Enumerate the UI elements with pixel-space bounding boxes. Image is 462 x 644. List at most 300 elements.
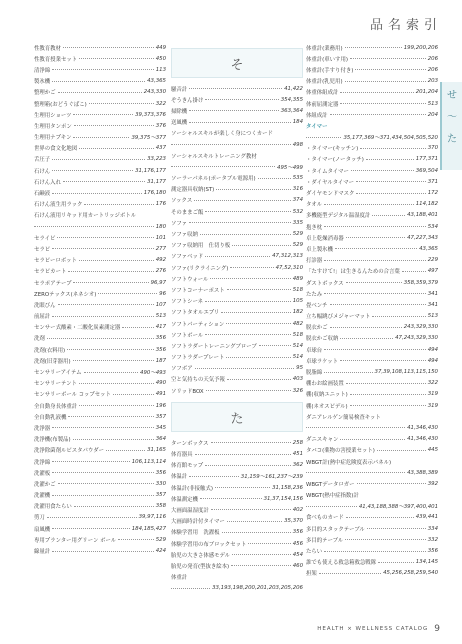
index-entry	[171, 549, 303, 560]
entry-page: 450	[155, 55, 166, 62]
entry-name: 騒音計	[171, 86, 188, 93]
leader-dots	[52, 193, 142, 194]
leader-dots	[98, 293, 157, 294]
entry-page: 172	[427, 190, 438, 197]
leader-dots	[118, 539, 154, 540]
entry-page: 43,188,401	[407, 212, 438, 219]
entry-name: 洗浄除菌剤ルビスタパウダー	[34, 448, 104, 455]
index-entry	[171, 307, 303, 318]
entry-name: WBGTデータロガー	[306, 481, 355, 488]
index-entry	[306, 64, 438, 75]
entry-name: ダストボックス	[306, 280, 344, 287]
entry-page: 369,504	[415, 167, 438, 174]
entry-name: 体重体組成計	[306, 90, 339, 97]
leader-dots	[189, 88, 282, 89]
leader-dots	[346, 517, 414, 518]
entry-page: 95	[296, 365, 303, 372]
entry-name: 世界の食文化地図	[34, 146, 78, 153]
entry-name: 洗浄綿	[34, 459, 51, 466]
entry-page: 180	[155, 223, 166, 230]
entry-page: 31,165	[147, 447, 166, 454]
entry-page: 35,177,369〜371,434,504,505,520	[343, 135, 438, 142]
entry-page: 495〜499	[277, 164, 303, 171]
entry-page: 357	[155, 492, 166, 499]
entry-name: ソフトボール	[171, 332, 204, 339]
entry-page: 518	[292, 286, 303, 293]
index-entry	[34, 366, 166, 377]
index-entry	[171, 94, 303, 105]
index-entry	[306, 344, 438, 355]
leader-dots	[231, 565, 291, 566]
index-entry	[34, 255, 166, 266]
entry-name: 打診器	[306, 258, 323, 265]
leader-dots	[356, 193, 425, 194]
leader-dots	[346, 383, 426, 384]
entry-page: 184	[292, 119, 303, 126]
entry-name: 体重計(乳児用)	[306, 79, 343, 86]
entry-page: 106,113,114	[131, 458, 166, 465]
entry-name: 体育館モップ	[171, 463, 204, 470]
entry-page: 374	[292, 197, 303, 204]
leader-dots	[222, 532, 291, 533]
entry-page: 529	[292, 242, 303, 249]
entry-page: 417	[155, 324, 166, 331]
index-entry	[34, 64, 166, 75]
entry-page: 392	[427, 480, 438, 487]
leader-dots	[230, 267, 273, 268]
leader-dots	[52, 81, 145, 82]
leader-dots	[340, 338, 393, 339]
entry-name: 脱脂綿	[306, 370, 323, 377]
leader-dots	[345, 47, 402, 48]
entry-name: セラピ	[34, 246, 51, 253]
entry-page: 354,355	[280, 96, 303, 103]
entry-name: 送風機	[171, 120, 188, 127]
index-entry	[171, 296, 303, 307]
entry-name: 「たすけて!」は生きるんための合言葉	[306, 269, 400, 276]
index-entry	[306, 478, 438, 489]
entry-page: 535	[292, 175, 303, 182]
index-entry	[171, 374, 303, 385]
entry-page: 37,39,108,113,115,150	[374, 369, 438, 376]
entry-name: 洗濯用食たらい	[34, 504, 72, 511]
side-tab-char: 〜	[447, 112, 457, 123]
entry-name: 体組成計	[306, 112, 328, 119]
entry-name: 棚(収納ユニット)	[306, 392, 348, 399]
entry-name: ソフトパーティション	[171, 321, 225, 328]
leader-dots	[200, 498, 262, 499]
entry-page: 514	[292, 342, 303, 349]
entry-name: 整理箱(おどうぐばこ)	[34, 101, 87, 108]
leader-dots	[113, 394, 154, 395]
index-entry	[34, 512, 166, 523]
leader-dots	[67, 349, 154, 350]
index-entry	[171, 105, 303, 116]
index-entry	[171, 128, 303, 139]
section-header: そ	[171, 48, 303, 78]
entry-page: 276	[155, 268, 166, 275]
index-column-1	[34, 42, 166, 557]
entry-page: 529	[155, 536, 166, 543]
page-number: 9	[434, 624, 440, 634]
entry-page: 335	[292, 219, 303, 226]
index-entry	[34, 143, 166, 154]
index-entry	[306, 187, 438, 198]
index-entry	[306, 132, 438, 143]
index-entry	[34, 98, 166, 109]
entry-name: ソフトラダープレート	[171, 355, 225, 362]
entry-name: ぞうきん掛け	[171, 97, 204, 104]
entry-name: セラピカート	[34, 269, 67, 276]
entry-name: 洗濯板	[34, 470, 51, 477]
index-entry	[34, 389, 166, 400]
leader-dots	[367, 528, 426, 529]
leader-dots	[194, 200, 290, 201]
index-entry	[306, 165, 438, 176]
entry-page: 534	[427, 223, 438, 230]
entry-name: 卓球ラケット	[306, 358, 339, 365]
entry-page: 229	[427, 257, 438, 264]
entry-page: 43,388,389	[407, 469, 438, 476]
entry-name: 生理用ナプキン	[34, 135, 72, 142]
entry-name: 体験学習用 洗濯板	[171, 530, 220, 537]
leader-dots	[378, 562, 414, 563]
entry-name: 性教育授業セット	[34, 56, 78, 63]
index-entry	[34, 400, 166, 411]
leader-dots	[73, 360, 154, 361]
leader-dots	[324, 293, 426, 294]
index-entry	[171, 173, 303, 184]
entry-page: 47,52,310	[275, 264, 303, 271]
entry-name: 前屈計	[34, 314, 51, 321]
leader-dots	[324, 349, 426, 350]
index-entry	[306, 378, 438, 389]
index-entry	[171, 448, 303, 459]
entry-name: 体前屈測定器	[306, 101, 339, 108]
leader-dots	[232, 245, 291, 246]
entry-name: ソーシャルスキルトレーニング教材	[171, 153, 257, 160]
leader-dots	[330, 304, 426, 305]
entry-page: 41,346,430	[407, 436, 438, 443]
entry-name: セライピ	[34, 235, 56, 242]
index-entry	[171, 385, 303, 396]
entry-name: ソファ	[171, 220, 188, 227]
index-entry	[34, 545, 166, 556]
entry-page: 199,200,206	[403, 44, 438, 51]
leader-dots	[350, 405, 426, 406]
entry-page: 39,375〜377	[131, 135, 166, 142]
entry-name: 洗剤	[34, 336, 45, 343]
index-entry	[34, 210, 166, 221]
index-column-2	[171, 42, 303, 594]
entry-name: 多目的テーブル	[306, 537, 344, 544]
entry-name: 全自動身長体重計	[34, 403, 78, 410]
entry-name: 石けん	[34, 168, 51, 175]
entry-name: 剪刀	[34, 515, 45, 522]
entry-name: たらい	[306, 549, 323, 556]
index-entry	[306, 568, 438, 579]
entry-page: 456	[292, 540, 303, 547]
entry-page: 358,359,379	[403, 279, 438, 286]
index-entry	[171, 217, 303, 228]
index-entry	[306, 557, 438, 568]
index-entry	[34, 165, 166, 176]
index-entry	[34, 378, 166, 389]
entry-page: 31,158,236	[272, 484, 303, 491]
entry-name: 多機能型デジタル温湿度計	[306, 213, 371, 220]
entry-page: 356	[427, 548, 438, 555]
index-entry	[306, 434, 438, 445]
side-tab-char: た	[447, 134, 457, 145]
entry-page: 364	[155, 436, 166, 443]
leader-dots	[227, 379, 291, 380]
index-entry	[171, 572, 303, 583]
index-entry	[306, 422, 438, 433]
index-entry	[171, 195, 303, 206]
entry-name: 石けん入れ	[34, 179, 61, 186]
entry-name: ・タイマー(ノータッチ)	[306, 157, 364, 164]
leader-dots	[340, 360, 426, 361]
index-entry	[171, 516, 303, 527]
entry-page: 402	[292, 506, 303, 513]
index-entry	[34, 311, 166, 322]
index-entry	[34, 109, 166, 120]
leader-dots	[52, 427, 154, 428]
leader-dots	[52, 528, 130, 529]
leader-dots	[52, 461, 130, 462]
leader-dots	[189, 476, 239, 477]
index-entry	[171, 527, 303, 538]
index-entry	[34, 355, 166, 366]
index-entry	[34, 344, 166, 355]
entry-page: 96,97	[150, 279, 166, 286]
entry-name: 洗眼びん	[34, 302, 56, 309]
leader-dots	[89, 103, 154, 104]
entry-name: 全自動乳液機	[34, 414, 67, 421]
entry-page: 490〜493	[140, 370, 166, 377]
entry-page: 277	[155, 245, 166, 252]
leader-dots	[205, 301, 291, 302]
entry-name: 生理用タンポン	[34, 123, 72, 130]
leader-dots	[189, 222, 291, 223]
leader-dots	[335, 248, 417, 249]
entry-page: 322	[427, 380, 438, 387]
entry-name: 体温計	[171, 474, 188, 481]
entry-name: 洗濯かご	[34, 481, 56, 488]
entry-page: 41,346,430	[407, 424, 438, 431]
entry-page: 45,256,258,259,540	[383, 570, 438, 577]
leader-dots	[306, 506, 357, 507]
entry-page: 206	[427, 66, 438, 73]
index-entry	[306, 545, 438, 556]
index-entry	[306, 411, 438, 422]
entry-page: 201,204	[415, 89, 438, 96]
index-entry	[306, 311, 438, 322]
entry-page: 196	[155, 402, 166, 409]
entry-name: 体温測定機	[171, 496, 198, 503]
entry-page: 176,180	[143, 190, 166, 197]
entry-page: 345	[155, 424, 166, 431]
entry-page: 494	[427, 357, 438, 364]
index-entry	[171, 318, 303, 329]
leader-dots	[350, 394, 426, 395]
leader-dots	[84, 204, 153, 205]
entry-page: 31,159〜161,237〜239	[240, 474, 303, 481]
leader-dots	[211, 509, 291, 510]
leader-dots	[216, 189, 290, 190]
index-entry	[306, 243, 438, 254]
index-entry	[306, 277, 438, 288]
index-entry	[171, 206, 303, 217]
entry-page: 319	[427, 391, 438, 398]
leader-dots	[340, 92, 413, 93]
entry-page: 39,373,376	[135, 111, 166, 118]
entry-page: 445	[427, 447, 438, 454]
leader-dots	[372, 215, 405, 216]
index-entry	[306, 400, 438, 411]
index-column-3	[306, 42, 438, 579]
entry-name: ・ダイヤルタイマー	[306, 179, 355, 186]
entry-name: 製氷機	[34, 79, 51, 86]
index-entry	[306, 445, 438, 456]
leader-dots	[351, 170, 414, 171]
entry-page: 107	[155, 301, 166, 308]
index-entry	[306, 322, 438, 333]
entry-name: 抱き枕	[306, 224, 323, 231]
entry-name: タオル	[306, 202, 323, 209]
entry-page: 363,364	[280, 107, 303, 114]
entry-name: ソーラーパネル(ポータブル電源用)	[171, 176, 256, 183]
index-entry	[34, 322, 166, 333]
entry-name: WBGT(熱中症指数)計	[306, 493, 359, 500]
leader-dots	[324, 226, 426, 227]
entry-name: 体育器具	[171, 452, 193, 459]
entry-name: センサー式酸素・二酸化炭素測定器	[34, 325, 121, 332]
entry-page: 33,193,198,200,201,203,205,206	[212, 585, 303, 592]
entry-page: 489	[292, 275, 303, 282]
index-entry	[171, 228, 303, 239]
entry-name: ダニスキャン	[306, 437, 339, 444]
index-entry	[171, 583, 303, 594]
index-entry	[34, 42, 166, 53]
entry-page: 258	[292, 439, 303, 446]
leader-dots	[324, 260, 426, 261]
index-entry	[171, 329, 303, 340]
index-entry	[171, 251, 303, 262]
entry-page: 41,422	[284, 85, 303, 92]
entry-page: 424	[155, 548, 166, 555]
leader-dots	[79, 148, 154, 149]
entry-name: ターンボックス	[171, 440, 209, 447]
entry-name: 体重計(手すり付き)	[306, 67, 354, 74]
leader-dots	[34, 226, 154, 227]
leader-dots	[57, 237, 153, 238]
leader-dots	[346, 237, 405, 238]
index-entry	[171, 538, 303, 549]
leader-dots	[211, 442, 291, 443]
leader-dots	[52, 551, 154, 552]
index-entry	[171, 493, 303, 504]
leader-dots	[372, 316, 425, 317]
entry-name: 石けん液用リキッド用カートリッジボトル	[34, 213, 137, 220]
entry-page: 437	[155, 145, 166, 152]
index-entry	[171, 117, 303, 128]
entry-name: 大画面温湿度計	[171, 507, 209, 514]
index-entry	[34, 501, 166, 512]
entry-page: 376	[155, 122, 166, 129]
entry-page: 187	[155, 357, 166, 364]
index-entry	[34, 456, 166, 467]
index-entry	[34, 478, 166, 489]
leader-dots	[68, 271, 153, 272]
page-footer	[317, 624, 440, 634]
index-entry	[34, 333, 166, 344]
entry-name: センサリーテント	[34, 381, 77, 388]
leader-dots	[74, 125, 154, 126]
entry-page: 356	[155, 335, 166, 342]
index-entry	[171, 240, 303, 251]
entry-name: 誰でも使える救急箱救急戦隊	[306, 560, 377, 567]
index-entry	[306, 199, 438, 210]
entry-page: 494	[427, 346, 438, 353]
index-entry	[171, 482, 303, 493]
entry-page: 439,441	[415, 514, 438, 521]
index-entry	[306, 42, 438, 53]
leader-dots	[52, 69, 154, 70]
index-entry	[306, 143, 438, 154]
entry-page: 43,365	[147, 78, 166, 85]
entry-page: 326	[292, 387, 303, 394]
entry-name: 体温計(非接触式)	[171, 485, 213, 492]
index-entry	[306, 467, 438, 478]
entry-name: ソフトタオルエプリ	[171, 310, 220, 317]
entry-page: 451	[292, 451, 303, 458]
entry-page: 206	[427, 55, 438, 62]
index-entry	[306, 288, 438, 299]
index-entry	[306, 266, 438, 277]
entry-name: ダイヤモンドマスク	[306, 191, 355, 198]
entry-page: 358	[155, 503, 166, 510]
entry-page: 322	[155, 100, 166, 107]
entry-page: 39,97,116	[138, 514, 166, 521]
entry-page: 356	[155, 346, 166, 353]
leader-dots	[306, 472, 405, 473]
index-entry	[171, 273, 303, 284]
leader-dots	[84, 372, 139, 373]
entry-name: 棚(ネオスピデル)	[306, 403, 348, 410]
index-side-tab[interactable]	[440, 82, 462, 170]
index-entry	[34, 53, 166, 64]
index-entry	[306, 255, 438, 266]
index-entry	[306, 221, 438, 232]
index-entry	[171, 560, 303, 571]
side-tab-char: せ	[447, 90, 457, 101]
entry-page: 177,371	[415, 156, 438, 163]
entry-name: 脱衣かご収納	[306, 336, 339, 343]
leader-dots	[345, 539, 425, 540]
entry-page: 513	[427, 100, 438, 107]
entry-name: 大画面時計付タイマー	[171, 519, 225, 526]
leader-dots	[324, 204, 414, 205]
entry-page: 370	[427, 145, 438, 152]
index-entry	[171, 161, 303, 172]
index-entry	[34, 221, 166, 232]
index-entry	[306, 98, 438, 109]
entry-name: 畳ベンチ	[306, 302, 328, 309]
index-entry	[306, 534, 438, 545]
entry-name: 胎児の発育(型抜き絵本)	[171, 563, 230, 570]
leader-dots	[356, 181, 426, 182]
